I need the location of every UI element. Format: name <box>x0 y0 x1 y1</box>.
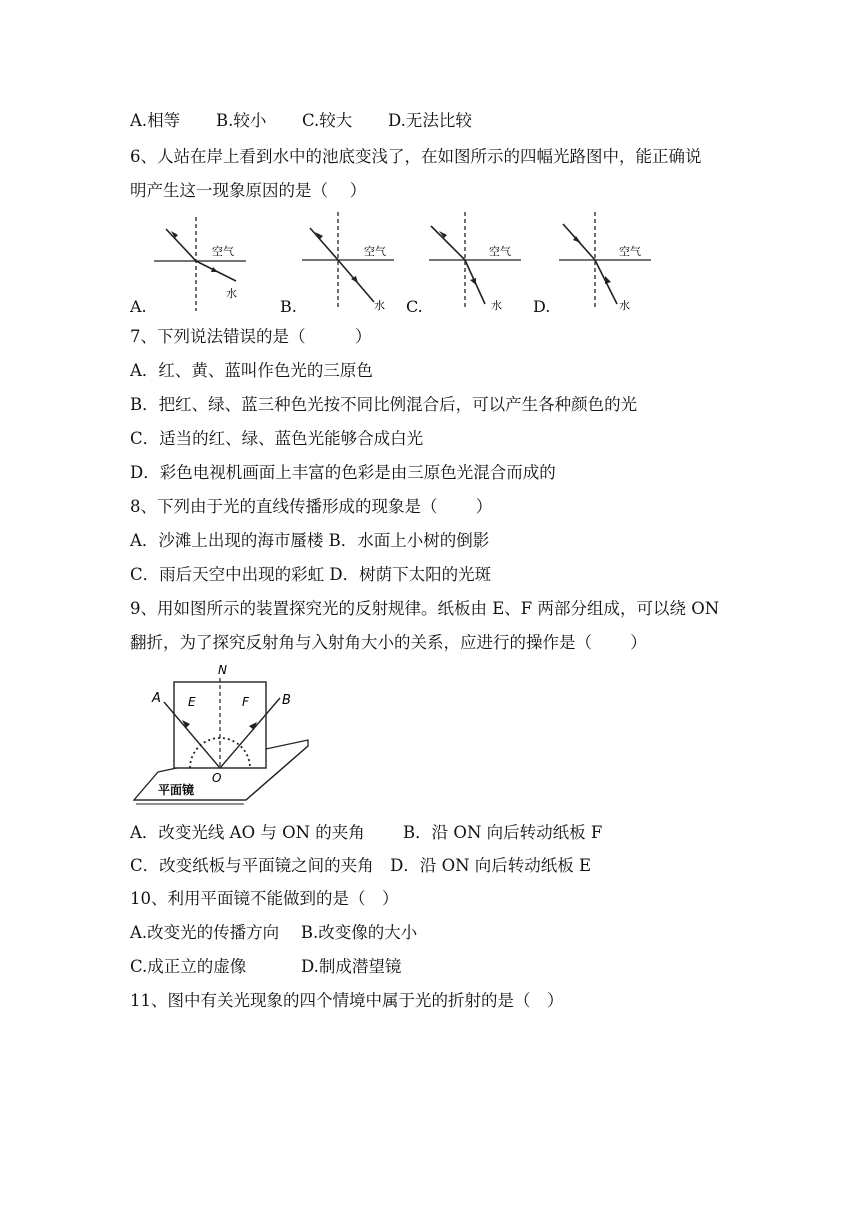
q6-stem-line1: 6、人站在岸上看到水中的池底变浅了，在如图所示的四幅光路图中，能正确说 <box>130 147 702 166</box>
q6-d-water-label: 水 <box>619 299 630 312</box>
q6-a-air-label: 空气 <box>212 245 234 258</box>
q9-label-o: O <box>212 771 222 785</box>
q9-stem-line1: 9、用如图所示的装置探究光的反射规律。纸板由 E、F 两部分组成，可以绕 ON <box>130 599 720 618</box>
q7-option-a: A．红、黄、蓝叫作色光的三原色 <box>130 361 373 380</box>
q11-stem: 11、图中有关光现象的四个情境中属于光的折射的是（ ） <box>130 991 564 1010</box>
q6-d-air-label: 空气 <box>619 245 641 258</box>
q8-options-line1: A．沙滩上出现的海市蜃楼 B．水面上小树的倒影 <box>130 531 490 550</box>
q10-stem: 10、利用平面镜不能做到的是（ ） <box>130 889 399 908</box>
q9-label-f: F <box>242 695 249 709</box>
q6-option-a-label: A. <box>130 297 147 316</box>
q6-option-c-label: C. <box>406 297 423 316</box>
q10-options-line2: C.成正立的虚像 D.制成潜望镜 <box>130 957 402 976</box>
q7-stem: 7、下列说法错误的是（ ） <box>130 327 372 346</box>
q6-diagram-d <box>555 210 655 319</box>
q5-option-b: B.较小 <box>216 111 267 130</box>
q9-label-b: B <box>282 693 291 708</box>
q8-stem: 8、下列由于光的直线传播形成的现象是（ ） <box>130 497 493 516</box>
q6-c-water-label: 水 <box>491 299 502 312</box>
q6-stem-line2: 明产生这一现象原因的是（ ） <box>130 181 367 200</box>
q9-options-line2: C．改变纸板与平面镜之间的夹角 D．沿 ON 向后转动纸板 E <box>130 856 592 875</box>
q5-option-c: C.较大 <box>302 111 353 130</box>
q5-option-d: D.无法比较 <box>388 111 472 130</box>
q5-options <box>130 110 472 132</box>
q6-c-air-label: 空气 <box>489 245 511 258</box>
q6-option-b-label: B. <box>280 297 297 316</box>
q7-option-c: C．适当的红、绿、蓝色光能够合成白光 <box>130 429 424 448</box>
q6-a-water-label: 水 <box>226 287 237 300</box>
q9-label-n: N <box>218 663 227 677</box>
q6-b-water-label: 水 <box>374 299 385 312</box>
q6-diagram-b <box>298 210 398 319</box>
q9-label-a: A <box>152 691 161 706</box>
q6-diagram-a <box>150 215 250 319</box>
q6-b-air-label: 空气 <box>364 245 386 258</box>
q9-diagram <box>128 660 328 814</box>
q9-label-e: E <box>188 695 196 709</box>
q9-stem-line2: 翻折，为了探究反射角与入射角大小的关系，应进行的操作是（ ） <box>130 633 647 652</box>
q9-label-mirror: 平面镜 <box>158 783 195 797</box>
q7-option-b: B．把红、绿、蓝三种色光按不同比例混合后，可以产生各种颜色的光 <box>130 395 638 414</box>
q5-option-a: A.相等 <box>130 111 181 130</box>
q7-option-d: D．彩色电视机画面上丰富的色彩是由三原色光混合而成的 <box>130 463 556 482</box>
q8-options-line2: C．雨后天空中出现的彩虹 D．树荫下太阳的光斑 <box>130 565 492 584</box>
q6-diagram-c <box>425 210 525 319</box>
q10-options-line1: A.改变光的传播方向 B.改变像的大小 <box>130 923 418 942</box>
q6-option-d-label: D. <box>533 297 551 316</box>
q9-options-line1: A．改变光线 AO 与 ON 的夹角 B．沿 ON 向后转动纸板 F <box>130 823 603 842</box>
